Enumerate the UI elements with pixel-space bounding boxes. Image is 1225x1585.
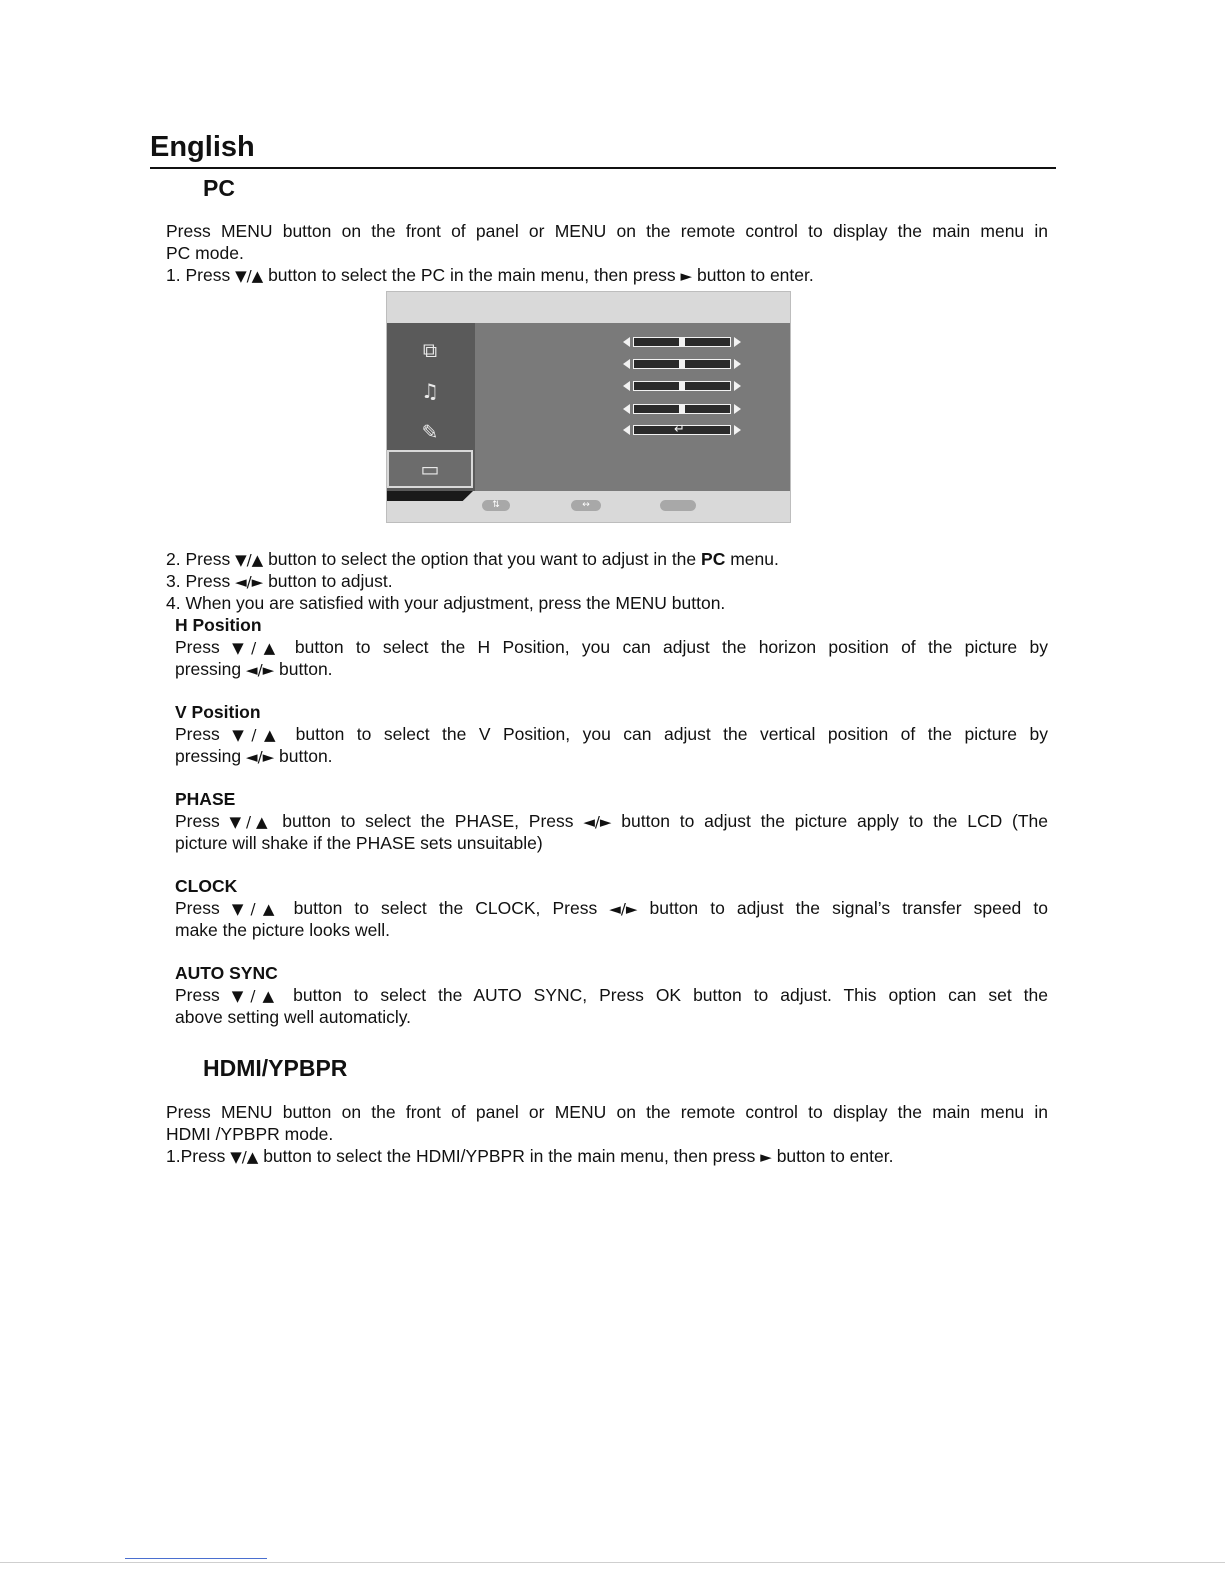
phase-line2: picture will shake if the PHASE sets unsuitable) [175, 833, 543, 853]
clock-slider [623, 402, 741, 416]
pc-step1-text-a: 1. Press [166, 265, 231, 285]
pc-step2 [166, 548, 1048, 571]
nav-leftright-icon: ↔ [571, 500, 601, 511]
left-right-arrows-icon: ◄/► [583, 813, 612, 831]
down-up-arrows-icon: ▼/▲ [229, 813, 273, 831]
phase-slider [623, 379, 741, 393]
pc-intro-line2: PC mode. [166, 243, 244, 263]
left-right-arrows-icon: ◄/► [246, 748, 275, 766]
clock-text-b: button to select the CLOCK, Press [293, 898, 598, 918]
v-position-text-d: button. [279, 746, 333, 766]
menu-sidebar-tab [387, 491, 473, 501]
down-up-arrows-icon: ▼/▲ [230, 1148, 259, 1166]
h-position-text-c: pressing [175, 659, 242, 679]
down-up-arrows-icon: ▼/▲ [232, 639, 283, 657]
clock-text-c: button to adjust the signal’s transfer speed to [649, 898, 1048, 918]
pc-step2-text-c: menu. [730, 549, 779, 569]
h-position-text-b: button to select the H Position, you can adjust the horizon position of the picture by [294, 637, 1048, 657]
h-position-title: H Position [175, 615, 262, 635]
down-up-arrows-icon: ▼/▲ [232, 726, 284, 744]
pc-step4: 4. When you are satisfied with your adjustment, press the MENU button. [166, 593, 726, 613]
pc-menu-screenshot [386, 291, 791, 523]
auto-sync-text-b: button to select the AUTO SYNC, Press OK button to adjust. This option can set the [293, 985, 1048, 1005]
right-arrow-icon: ► [680, 267, 693, 285]
setup-icon: ✎ [421, 420, 439, 444]
clock-line1 [175, 897, 1048, 920]
v-position-text-b: button to select the V Position, you can adjust the vertical position of the picture by [295, 724, 1048, 744]
header-rule [150, 167, 1056, 169]
v-position-text-c: pressing [175, 746, 242, 766]
auto-sync-row [623, 423, 741, 437]
pc-step1 [166, 264, 1048, 287]
auto-sync-title: AUTO SYNC [175, 963, 278, 983]
auto-sync-text-a: Press [175, 985, 220, 1005]
hdmi-step1-text-a: 1.Press [166, 1146, 226, 1166]
pc-step2-text-a: 2. Press [166, 549, 231, 569]
hdmi-section-title: HDMI/YPBPR [203, 1055, 348, 1081]
left-right-arrows-icon: ◄/► [609, 900, 638, 918]
hdmi-intro-line1: Press MENU button on the front of panel or MENU on the remote control to display the main menu in [166, 1102, 1048, 1122]
phase-text-c: button to adjust the picture apply to the LCD (The [621, 811, 1049, 831]
pc-section-title: PC [203, 175, 235, 201]
phase-text-a: Press [175, 811, 220, 831]
v-position-slider [623, 357, 741, 371]
left-right-arrows-icon: ◄/► [235, 573, 264, 591]
hdmi-intro-line2: HDMI /YPBPR mode. [166, 1124, 334, 1144]
v-position-title: V Position [175, 702, 261, 722]
v-position-line2 [175, 745, 1048, 768]
auto-sync-line2: above setting well automaticly. [175, 1007, 412, 1027]
down-up-arrows-icon: ▼/▲ [235, 267, 264, 285]
v-position-line1 [175, 723, 1048, 746]
menu-selected-item [387, 450, 473, 488]
footer-link-line [125, 1558, 267, 1559]
hdmi-step1 [166, 1145, 1048, 1168]
phase-title: PHASE [175, 789, 236, 809]
clock-title: CLOCK [175, 876, 238, 896]
pc-step3-text-a: 3. Press [166, 571, 231, 591]
nav-updown-icon: ⇅ [482, 500, 510, 511]
down-up-arrows-icon: ▼/▲ [231, 987, 282, 1005]
phase-line1 [175, 810, 1048, 833]
down-up-arrows-icon: ▼/▲ [235, 551, 264, 569]
hdmi-step1-text-c: button to enter. [776, 1146, 894, 1166]
h-position-line2 [175, 658, 1048, 681]
v-position-text-a: Press [175, 724, 220, 744]
auto-sync-line1 [175, 984, 1048, 1007]
right-arrow-icon: ► [760, 1148, 772, 1166]
pc-step1-text-b: button to select the PC in the main menu, then press [268, 265, 676, 285]
pc-step1-text-c: button to enter. [696, 265, 814, 285]
pc-step3 [166, 570, 1048, 593]
pc-intro-line1: Press MENU button on the front of panel or MENU on the remote control to display the main menu in [166, 221, 1048, 241]
picture-icon: ⧉ [422, 338, 438, 362]
clock-line2: make the picture looks well. [175, 920, 390, 940]
h-position-line1 [175, 636, 1048, 659]
h-position-text-a: Press [175, 637, 220, 657]
footer-scan-line [0, 1562, 1225, 1563]
h-position-slider [623, 335, 741, 349]
down-up-arrows-icon: ▼/▲ [231, 900, 282, 918]
hdmi-step1-text-b: button to select the HDMI/YPBPR in the main menu, then press [263, 1146, 756, 1166]
menu-exit-pill [660, 500, 696, 511]
enter-icon: ↵ [674, 422, 685, 437]
clock-text-a: Press [175, 898, 220, 918]
pc-step3-text-b: button to adjust. [268, 571, 393, 591]
pc-step2-bold: PC [701, 549, 726, 569]
sound-icon: ♫ [421, 379, 439, 403]
phase-text-b: button to select the PHASE, Press [282, 811, 574, 831]
left-right-arrows-icon: ◄/► [246, 661, 275, 679]
pc-step2-text-b: button to select the option that you want to adjust in the [268, 549, 697, 569]
h-position-text-d: button. [279, 659, 333, 679]
language-header: English [150, 131, 255, 163]
pc-icon: ▭ [420, 457, 440, 481]
